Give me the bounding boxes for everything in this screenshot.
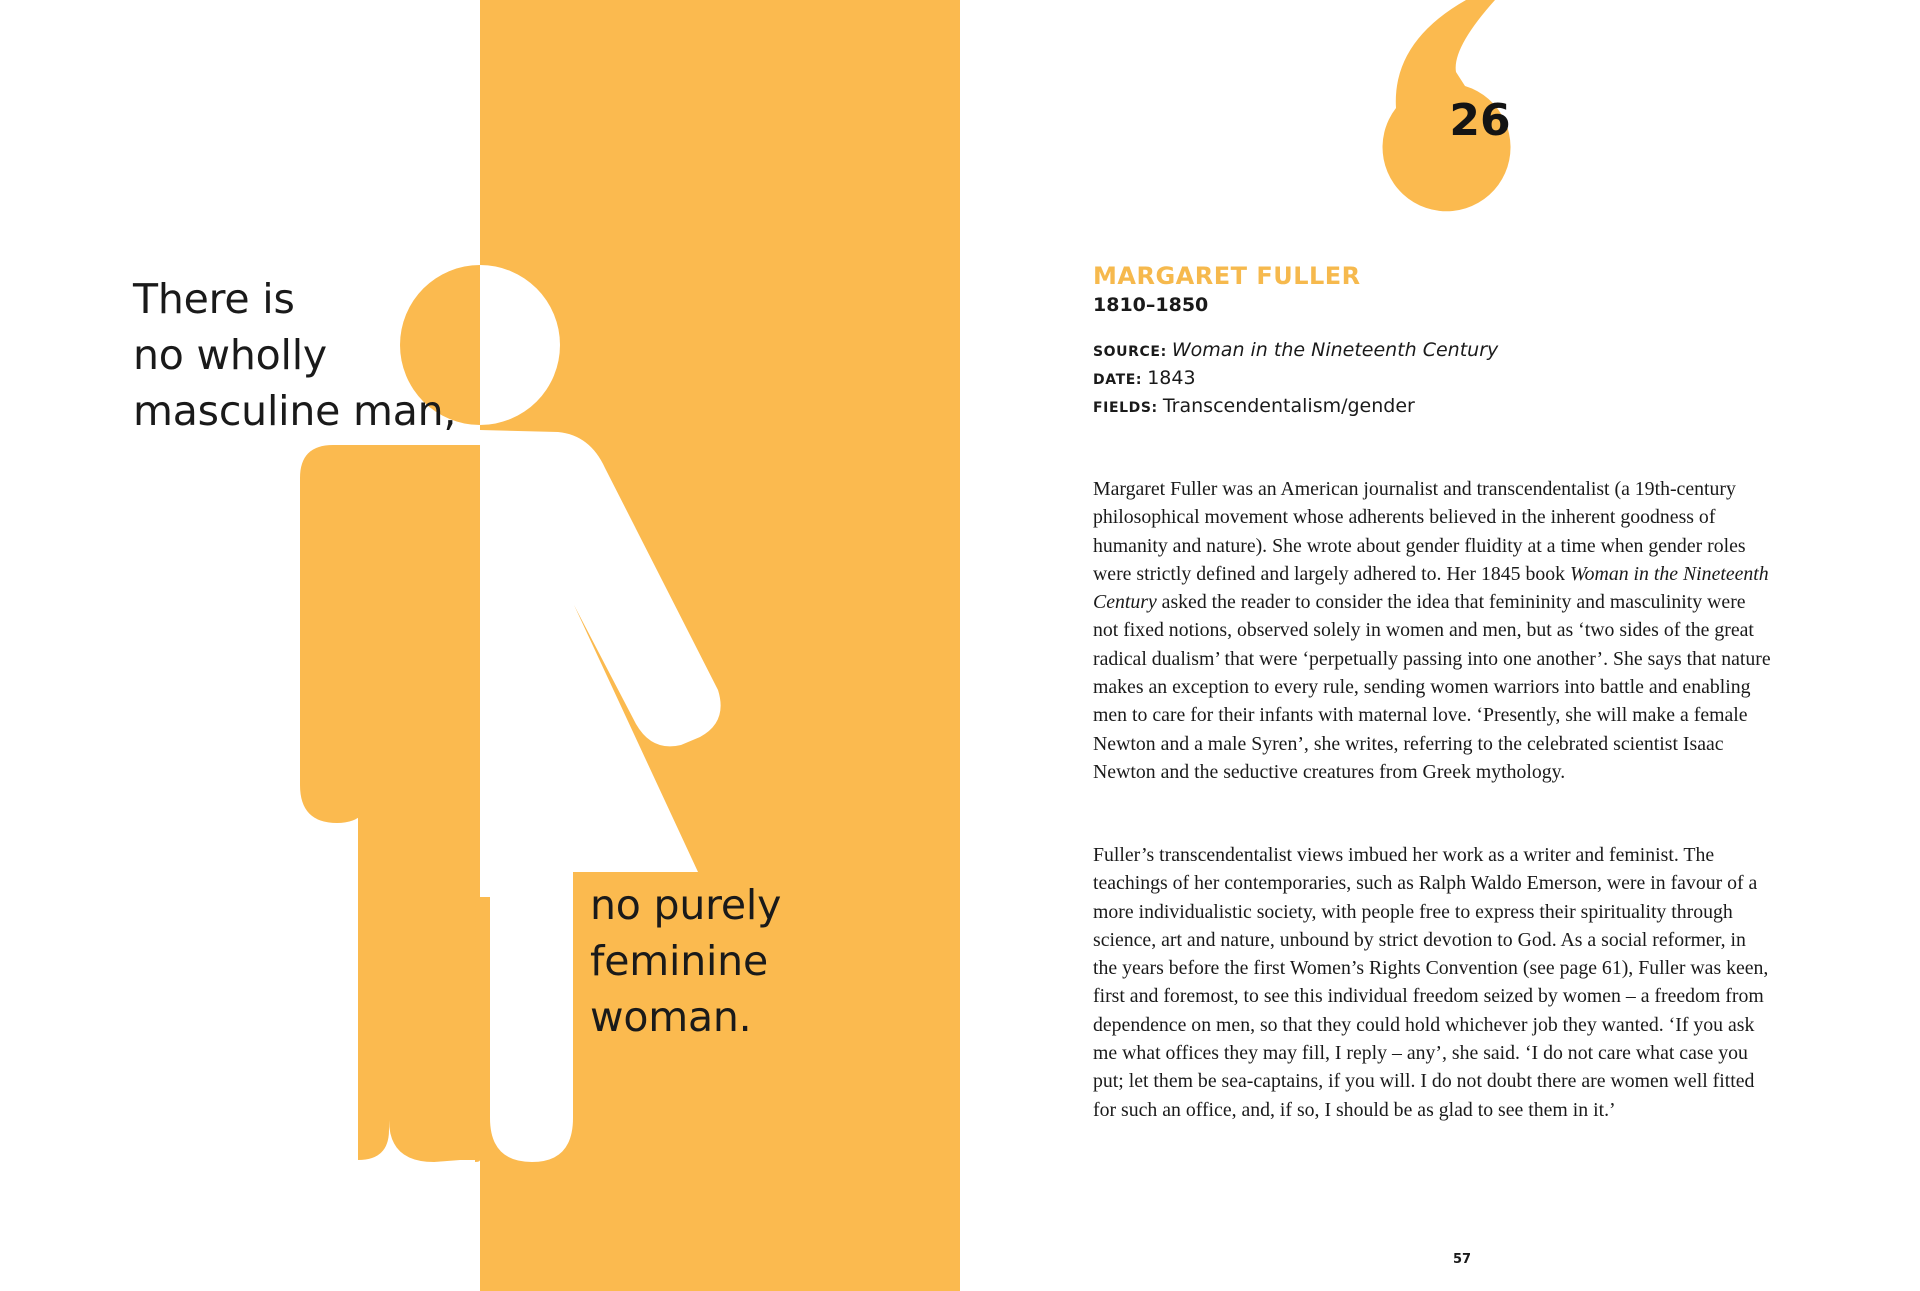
meta-date-row [1093, 364, 1498, 392]
meta-source-value: Woman in the Nineteenth Century [1171, 339, 1499, 361]
meta-fields-row [1093, 392, 1498, 420]
body-paragraph-1 [1093, 475, 1773, 786]
meta-source-label: SOURCE: [1093, 344, 1167, 360]
quote-line: no purely [590, 881, 782, 929]
meta-fields-label: FIELDS: [1093, 400, 1158, 416]
meta-source-row [1093, 336, 1498, 364]
meta-date-value: 1843 [1147, 367, 1196, 389]
quote-line: masculine man, [133, 387, 457, 435]
body-text-run: asked the reader to consider the idea that femininity and masculinity were not fixed notions, observed solely in women and men, but as ‘two sides of the great radical dualism’ that were ‘perpetually passing into one another’. She says that nature makes an exception to every rule, sending women warriors into battle and enabling men to care for their infants with maternal love. ‘Presently, she will make a female Newton and a male Syren’, she writes, referring to the celebrated scientist Isaac Newton and the seductive creatures from Greek mythology. [1093, 591, 1771, 783]
author-name: MARGARET FULLER [1093, 262, 1361, 290]
figure-legs-man [389, 835, 480, 1162]
body-text-run: Margaret Fuller was an American journalist and transcendentalist (a 19th-century philosophical movement whose adherents believed in the inherent goodness of humanity and nature). She wrote about gender fluidity at a time when gender roles were strictly defined and largely adhered to. Her 1845 book [1093, 478, 1746, 585]
right-page [960, 0, 1920, 1291]
quote-line: woman. [590, 993, 752, 1041]
quote-line: There is [133, 275, 295, 323]
page-number: 57 [1452, 1252, 1472, 1267]
quote-line: no wholly [133, 331, 327, 379]
quote-number: 26 [1449, 95, 1511, 146]
book-title: Woman in the Nineteenth Century [1093, 562, 1769, 614]
quote-line: feminine [590, 937, 768, 985]
author-dates: 1810–1850 [1093, 294, 1209, 316]
metadata-block [1093, 336, 1498, 420]
meta-fields-value: Transcendentalism/gender [1162, 395, 1415, 417]
body-paragraph-2: Fuller’s transcendentalist views imbued her work as a writer and feminist. The teachings of her contemporaries, such as Ralph Waldo Emerson, were in favour of a more individualistic society, with people free to express their spirituality through science, art and nature, unbound by strict devotion to God. As a social reformer, in the years before the first Women’s Rights Convention (see page 61), Fuller was keen, first and foremost, to see this individual freedom seized by women – a freedom from dependence on men, so that they could hold whichever job they wanted. ‘If you ask me what offices they may fill, I reply – any’, she said. ‘I do not care what case you put; let them be sea-captains, if you will. I do not doubt there are women well fitted for such an office, and, if so, I should be as glad to see them in it.’ [1093, 844, 1769, 1121]
meta-date-label: DATE: [1093, 372, 1143, 388]
